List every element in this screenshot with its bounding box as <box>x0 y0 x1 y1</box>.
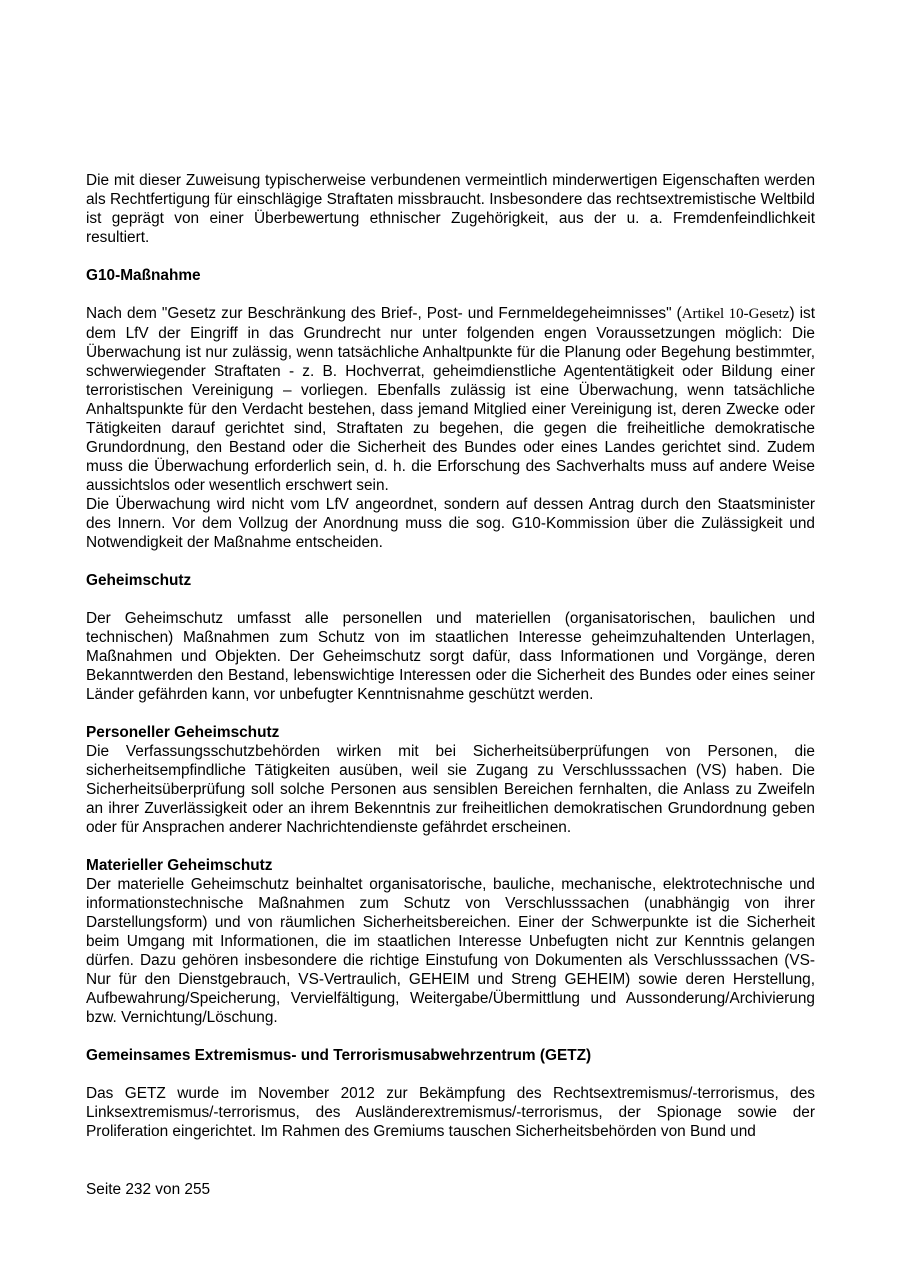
heading-g10: G10-Maßnahme <box>86 267 201 284</box>
intro-paragraph: Die mit dieser Zuweisung typischerweise verbundenen vermeintlich minderwertigen Eigenschaften werden als Rechtfertigung für einschlägige Straftaten missbraucht. Insbesondere das rechtsextremistische Weltbild ist geprägt von einer Überbewertung ethnischer Zugehörigkeit, aus der u. a. Fremdenfeindlichkeit resultiert. <box>86 172 815 246</box>
geheimschutz-paragraph: Der Geheimschutz umfasst alle personellen und materiellen (organisatorischen, baulichen und technischen) Maßnahmen zum Schutz von im staatlichen Interesse geheimzuhaltenden Unterlagen, Maßnahmen und Objekten. Der Geheimschutz sorgt dafür, dass Informationen und Vorgänge, deren Bekanntwerden den Bestand, lebenswichtige Interessen oder die Sicherheit des Bundes oder eines seiner Länder gefährden kann, vor unbefugter Kenntnisnahme geschützt werden. <box>86 610 815 703</box>
getz-paragraph: Das GETZ wurde im November 2012 zur Bekämpfung des Rechtsextremismus/-terrorismus, des Linksextremismus/-terrorismus, des Ausländerextremismus/-terrorismus, der Spionage sowie der Proliferation eingerichtet. Im Rahmen des Gremiums tauschen Sicherheitsbehörden von Bund und <box>86 1085 815 1140</box>
materieller-paragraph: Der materielle Geheimschutz beinhaltet organisatorische, bauliche, mechanische, elektrotechnische und informationstechnische Maßnahmen zum Schutz von Verschlusssachen (unabhängig von ihrer Darstellungsform) und von räumlichen Sicherheitsbereichen. Einer der Schwerpunkte ist die Sicherheit beim Umgang mit Informationen, die im staatlichen Interesse Unbefugten nicht zur Kenntnis gelangen dürfen. Dazu gehören insbesondere die richtige Einstufung von Dokumenten als Verschlusssachen (VS-Nur für den Dienstgebrauch, VS-Vertraulich, GEHEIM und Streng GEHEIM) sowie deren Herstellung, Aufbewahrung/Speicherung, Vervielfältigung, Weitergabe/Übermittlung und Aussonderung/Archivierung bzw. Vernichtung/Löschung. <box>86 876 815 1026</box>
heading-getz: Gemeinsames Extremismus- und Terrorismusabwehrzentrum (GETZ) <box>86 1047 592 1064</box>
g10-text-start: Nach dem "Gesetz zur Beschränkung des Brief-, Post- und Fernmeldegeheimnisses" ( <box>86 305 682 322</box>
g10-text-rest: ) ist dem LfV der Eingriff in das Grundrecht nur unter folgenden engen Voraussetzungen möglich: Die Überwachung ist nur zulässig, wenn tatsächliche Anhaltpunkte für die Planung oder Begehung bestimmter, schwerwiegender Straftaten - z. B. Hochverrat, geheimdienstliche Agententätigkeit oder Bildung einer terroristischen Vereinigung – vorliegen. Ebenfalls zulässig ist eine Überwachung, wenn tatsächliche Anhaltspunkte für den Verdacht bestehen, dass jemand Mitglied einer Vereinigung ist, deren Zwecke oder Tätigkeiten darauf gerichtet sind, Straftaten zu begehen, die gegen die freiheitliche demokratische Grundordnung, den Bestand oder die Sicherheit des Bundes oder eines Landes gerichtet sind. Zudem muss die Überwachung erforderlich sein, d. h. die Erforschung des Sachverhalts muss auf andere Weise aussichtslos oder wesentlich erschwert sein. <box>86 305 815 494</box>
g10-paragraph-2: Die Überwachung wird nicht vom LfV angeordnet, sondern auf dessen Antrag durch den Staatsminister des Innern. Vor dem Vollzug der Anordnung muss die sog. G10-Kommission über die Zulässigkeit und Notwendigkeit der Maßnahme entscheiden. <box>86 496 815 551</box>
heading-personeller-geheimschutz: Personeller Geheimschutz <box>86 724 280 741</box>
heading-geheimschutz: Geheimschutz <box>86 572 192 589</box>
page-number: Seite 232 von 255 <box>86 1181 211 1198</box>
g10-paragraph-1 <box>86 304 815 495</box>
heading-materieller-geheimschutz: Materieller Geheimschutz <box>86 857 273 874</box>
document-body <box>86 171 815 1160</box>
g10-law-reference: Artikel 10-Gesetz <box>681 306 790 322</box>
personeller-paragraph: Die Verfassungsschutzbehörden wirken mit bei Sicherheitsüberprüfungen von Personen, die sicherheitsempfindliche Tätigkeiten ausüben, weil sie Zugang zu Verschlusssachen (VS) haben. Die Sicherheitsüberprüfung soll solche Personen aus sensiblen Bereichen fernhalten, die Anlass zu Zweifeln an ihrer Zuverlässigkeit oder an ihrem Bekenntnis zur freiheitlichen demokratischen Grundordnung geben oder für Ansprachen anderer Nachrichtendienste gefährdet erscheinen. <box>86 743 815 836</box>
